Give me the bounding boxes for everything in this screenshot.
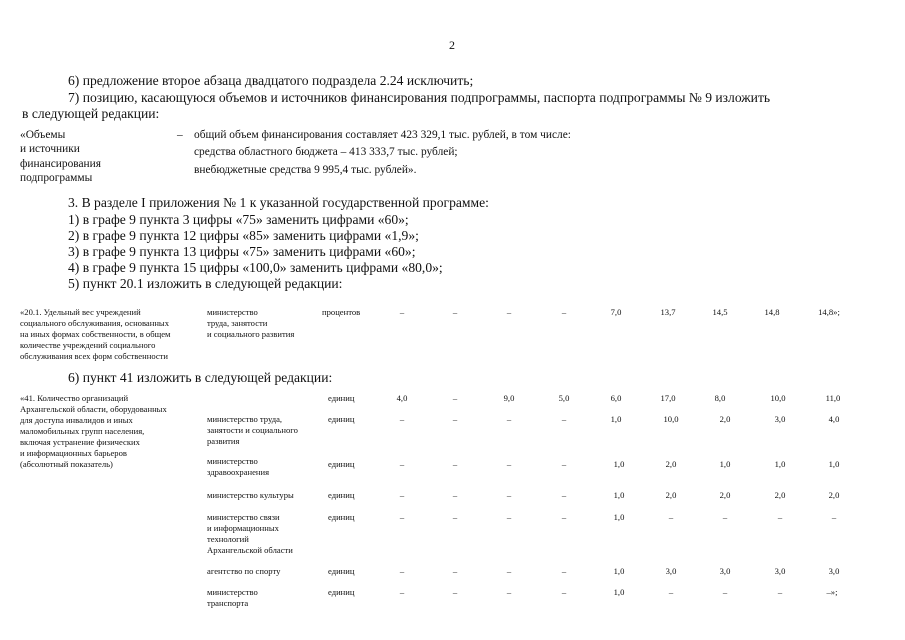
indicator-name-line: и информационных барьеров xyxy=(20,448,127,458)
value-cell: – xyxy=(561,307,567,317)
indicator-name-line: включая устранение физических xyxy=(20,437,140,447)
value-cell: – xyxy=(506,307,512,317)
value-cell: – xyxy=(452,587,458,597)
value-cell: 2,0 xyxy=(774,490,786,500)
ministry-line: Архангельской области xyxy=(207,545,293,555)
value-cell: – xyxy=(506,512,512,522)
unit-cell: процентов xyxy=(322,307,361,317)
value-cell: 1,0 xyxy=(610,414,622,424)
section-3-item: 3) в графе 9 пункта 13 цифры «75» заменить цифрами «60»; xyxy=(68,244,416,259)
value-cell: 1,0 xyxy=(613,587,625,597)
value-cell: – xyxy=(399,414,405,424)
value-cell: – xyxy=(561,566,567,576)
value-cell: 3,0 xyxy=(828,566,840,576)
funding-dash: – xyxy=(177,129,183,141)
value-cell: – xyxy=(399,490,405,500)
value-cell: – xyxy=(722,512,728,522)
value-cell: – xyxy=(561,587,567,597)
unit-cell: единиц xyxy=(328,490,355,500)
ministry-line: развития xyxy=(207,436,240,446)
section-3-intro: 3. В разделе I приложения № 1 к указанной государственной программе: xyxy=(68,195,489,210)
value-cell: 2,0 xyxy=(665,459,677,469)
value-cell: 8,0 xyxy=(714,393,726,403)
value-cell: – xyxy=(452,512,458,522)
value-cell: – xyxy=(452,459,458,469)
ministry-line: министерство xyxy=(207,456,258,466)
paragraph-6: 6) предложение второе абзаца двадцатого подраздела 2.24 исключить; xyxy=(68,73,474,88)
funding-line: внебюджетные средства 9 995,4 тыс. рублей». xyxy=(194,164,417,176)
indicator-name-line: социального обслуживания, основанных xyxy=(20,318,170,328)
value-cell: –»; xyxy=(826,587,838,597)
value-cell: 1,0 xyxy=(719,459,731,469)
indicator-name-line: на иных формах собственности, в общем xyxy=(20,329,171,339)
value-cell: 3,0 xyxy=(719,566,731,576)
value-cell: – xyxy=(506,490,512,500)
value-cell: – xyxy=(777,512,783,522)
page-number: 2 xyxy=(449,38,455,52)
ministry-line: министерство xyxy=(207,307,258,317)
ministry-line: агентство по спорту xyxy=(207,566,281,576)
value-cell: 2,0 xyxy=(665,490,677,500)
value-cell: – xyxy=(668,587,674,597)
value-cell: 4,0 xyxy=(828,414,840,424)
value-cell: – xyxy=(399,587,405,597)
unit-cell: единиц xyxy=(328,393,355,403)
ministry-line: труда, занятости xyxy=(207,318,268,328)
indicator-name-line: Архангельской области, оборудованных xyxy=(20,404,167,414)
value-cell: – xyxy=(452,566,458,576)
funding-label-line: и источники xyxy=(20,143,80,155)
value-cell: 1,0 xyxy=(613,566,625,576)
indicator-name-line: маломобильных групп населения, xyxy=(20,426,145,436)
value-cell: 2,0 xyxy=(719,490,731,500)
unit-cell: единиц xyxy=(328,587,355,597)
indicator-name-line: обслуживания всех форм собственности xyxy=(20,351,168,361)
value-cell: 17,0 xyxy=(660,393,676,403)
value-cell: – xyxy=(452,414,458,424)
value-cell: – xyxy=(668,512,674,522)
ministry-line: и социального развития xyxy=(207,329,295,339)
value-cell: 1,0 xyxy=(828,459,840,469)
funding-line: общий объем финансирования составляет 423 329,1 тыс. рублей, в том числе: xyxy=(194,129,571,141)
paragraph-7-line1: 7) позицию, касающуюся объемов и источников финансирования подпрограммы, паспорта подпрограммы № 9 изложить xyxy=(68,90,771,105)
value-cell: 1,0 xyxy=(613,512,625,522)
value-cell: 6,0 xyxy=(610,393,622,403)
section-3-item: 1) в графе 9 пункта 3 цифры «75» заменить цифрами «60»; xyxy=(68,212,409,227)
paragraph-7-line2: в следующей редакции: xyxy=(22,106,160,121)
section-3-item: 4) в графе 9 пункта 15 цифры «100,0» заменить цифрами «80,0»; xyxy=(68,260,443,275)
indicator-name-line: «41. Количество организаций xyxy=(20,393,129,403)
value-cell: – xyxy=(561,512,567,522)
value-cell: 11,0 xyxy=(825,393,841,403)
value-cell: 9,0 xyxy=(503,393,515,403)
value-cell: 3,0 xyxy=(774,414,786,424)
value-cell: 2,0 xyxy=(828,490,840,500)
value-cell: – xyxy=(399,566,405,576)
value-cell: – xyxy=(452,307,458,317)
indicator-name-line: «20.1. Удельный вес учреждений xyxy=(20,307,141,317)
ministry-line: и информационных xyxy=(207,523,279,533)
section-3-item: 5) пункт 20.1 изложить в следующей редакции: xyxy=(68,276,343,291)
funding-line: средства областного бюджета – 413 333,7 тыс. рублей; xyxy=(194,146,458,158)
value-cell: 1,0 xyxy=(613,490,625,500)
value-cell: – xyxy=(561,490,567,500)
unit-cell: единиц xyxy=(328,512,355,522)
value-cell: – xyxy=(722,587,728,597)
value-cell: – xyxy=(506,414,512,424)
value-cell: – xyxy=(452,393,458,403)
value-cell: 10,0 xyxy=(770,393,786,403)
value-cell: 2,0 xyxy=(719,414,731,424)
value-cell: 7,0 xyxy=(610,307,622,317)
ministry-line: министерство труда, xyxy=(207,414,283,424)
value-cell: – xyxy=(399,307,405,317)
value-cell: – xyxy=(399,512,405,522)
value-cell: 3,0 xyxy=(665,566,677,576)
value-cell: – xyxy=(399,459,405,469)
value-cell: 4,0 xyxy=(396,393,408,403)
value-cell: – xyxy=(506,459,512,469)
ministry-line: здравоохранения xyxy=(207,467,270,477)
value-cell: 14,8»; xyxy=(818,307,840,317)
value-cell: – xyxy=(506,587,512,597)
value-cell: – xyxy=(561,414,567,424)
value-cell: 10,0 xyxy=(663,414,679,424)
section-3-item-6: 6) пункт 41 изложить в следующей редакции: xyxy=(68,370,333,385)
funding-label-line: «Объемы xyxy=(20,129,66,141)
value-cell: 13,7 xyxy=(660,307,676,317)
value-cell: 14,8 xyxy=(764,307,780,317)
ministry-line: министерство xyxy=(207,587,258,597)
unit-cell: единиц xyxy=(328,566,355,576)
value-cell: 1,0 xyxy=(774,459,786,469)
value-cell: 14,5 xyxy=(712,307,728,317)
ministry-line: министерство культуры xyxy=(207,490,294,500)
value-cell: – xyxy=(777,587,783,597)
value-cell: – xyxy=(831,512,837,522)
ministry-line: министерство связи xyxy=(207,512,280,522)
value-cell: – xyxy=(506,566,512,576)
value-cell: 1,0 xyxy=(613,459,625,469)
ministry-line: транспорта xyxy=(207,598,249,608)
indicator-name-line: для доступа инвалидов и иных xyxy=(20,415,133,425)
value-cell: – xyxy=(452,490,458,500)
value-cell: 5,0 xyxy=(558,393,570,403)
indicator-name-line: (абсолютный показатель) xyxy=(20,459,113,469)
funding-label-line: финансирования xyxy=(20,158,101,170)
section-3-item: 2) в графе 9 пункта 12 цифры «85» заменить цифрами «1,9»; xyxy=(68,228,419,243)
unit-cell: единиц xyxy=(328,414,355,424)
value-cell: – xyxy=(561,459,567,469)
indicator-name-line: количестве учреждений социального xyxy=(20,340,156,350)
unit-cell: единиц xyxy=(328,459,355,469)
funding-label-line: подпрограммы xyxy=(20,172,93,184)
value-cell: 3,0 xyxy=(774,566,786,576)
ministry-line: технологий xyxy=(207,534,249,544)
ministry-line: занятости и социального xyxy=(207,425,298,435)
